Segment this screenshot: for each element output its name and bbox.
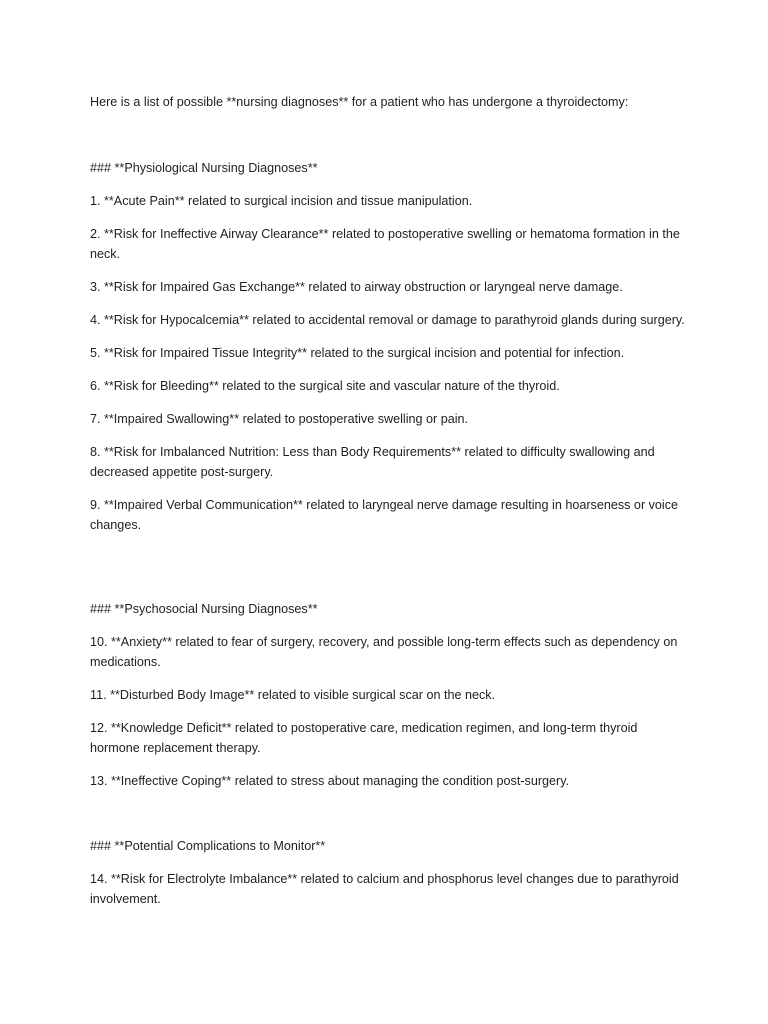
intro-paragraph: Here is a list of possible **nursing diagnoses** for a patient who has undergone a thyroidectomy: [90, 95, 629, 109]
diagnosis-item: 4. **Risk for Hypocalcemia** related to accidental removal or damage to parathyroid glands during surgery. [90, 313, 685, 327]
diagnosis-item: 2. **Risk for Ineffective Airway Clearance** related to postoperative swelling or hematoma formation in the neck. [90, 227, 680, 261]
diagnosis-item: 6. **Risk for Bleeding** related to the surgical site and vascular nature of the thyroid. [90, 379, 560, 393]
diagnosis-item: 13. **Ineffective Coping** related to stress about managing the condition post-surgery. [90, 774, 570, 788]
section-psychosocial [90, 599, 690, 804]
section-heading: ### **Psychosocial Nursing Diagnoses** [90, 602, 318, 616]
section-heading: ### **Potential Complications to Monitor** [90, 839, 326, 853]
diagnosis-item: 12. **Knowledge Deficit** related to postoperative care, medication regimen, and long-term thyroid hormone replacement therapy. [90, 721, 638, 755]
diagnosis-item: 8. **Risk for Imbalanced Nutrition: Less than Body Requirements** related to difficulty swallowing and decreased appetite post-surgery. [90, 445, 655, 479]
section-physiological [90, 158, 690, 548]
section-complications [90, 836, 690, 922]
diagnosis-item: 11. **Disturbed Body Image** related to visible surgical scar on the neck. [90, 688, 496, 702]
diagnosis-item: 7. **Impaired Swallowing** related to postoperative swelling or pain. [90, 412, 469, 426]
diagnosis-item: 9. **Impaired Verbal Communication** related to laryngeal nerve damage resulting in hoarseness or voice changes. [90, 498, 679, 532]
diagnosis-item: 5. **Risk for Impaired Tissue Integrity** related to the surgical incision and potential for infection. [90, 346, 625, 360]
diagnosis-item: 10. **Anxiety** related to fear of surgery, recovery, and possible long-term effects such as dependency on medications. [90, 635, 678, 669]
section-heading: ### **Physiological Nursing Diagnoses** [90, 161, 318, 175]
diagnosis-item: 14. **Risk for Electrolyte Imbalance** related to calcium and phosphorus level changes due to parathyroid involvement. [90, 872, 679, 906]
diagnosis-item: 3. **Risk for Impaired Gas Exchange** related to airway obstruction or laryngeal nerve damage. [90, 280, 623, 294]
diagnosis-item: 1. **Acute Pain** related to surgical incision and tissue manipulation. [90, 194, 473, 208]
